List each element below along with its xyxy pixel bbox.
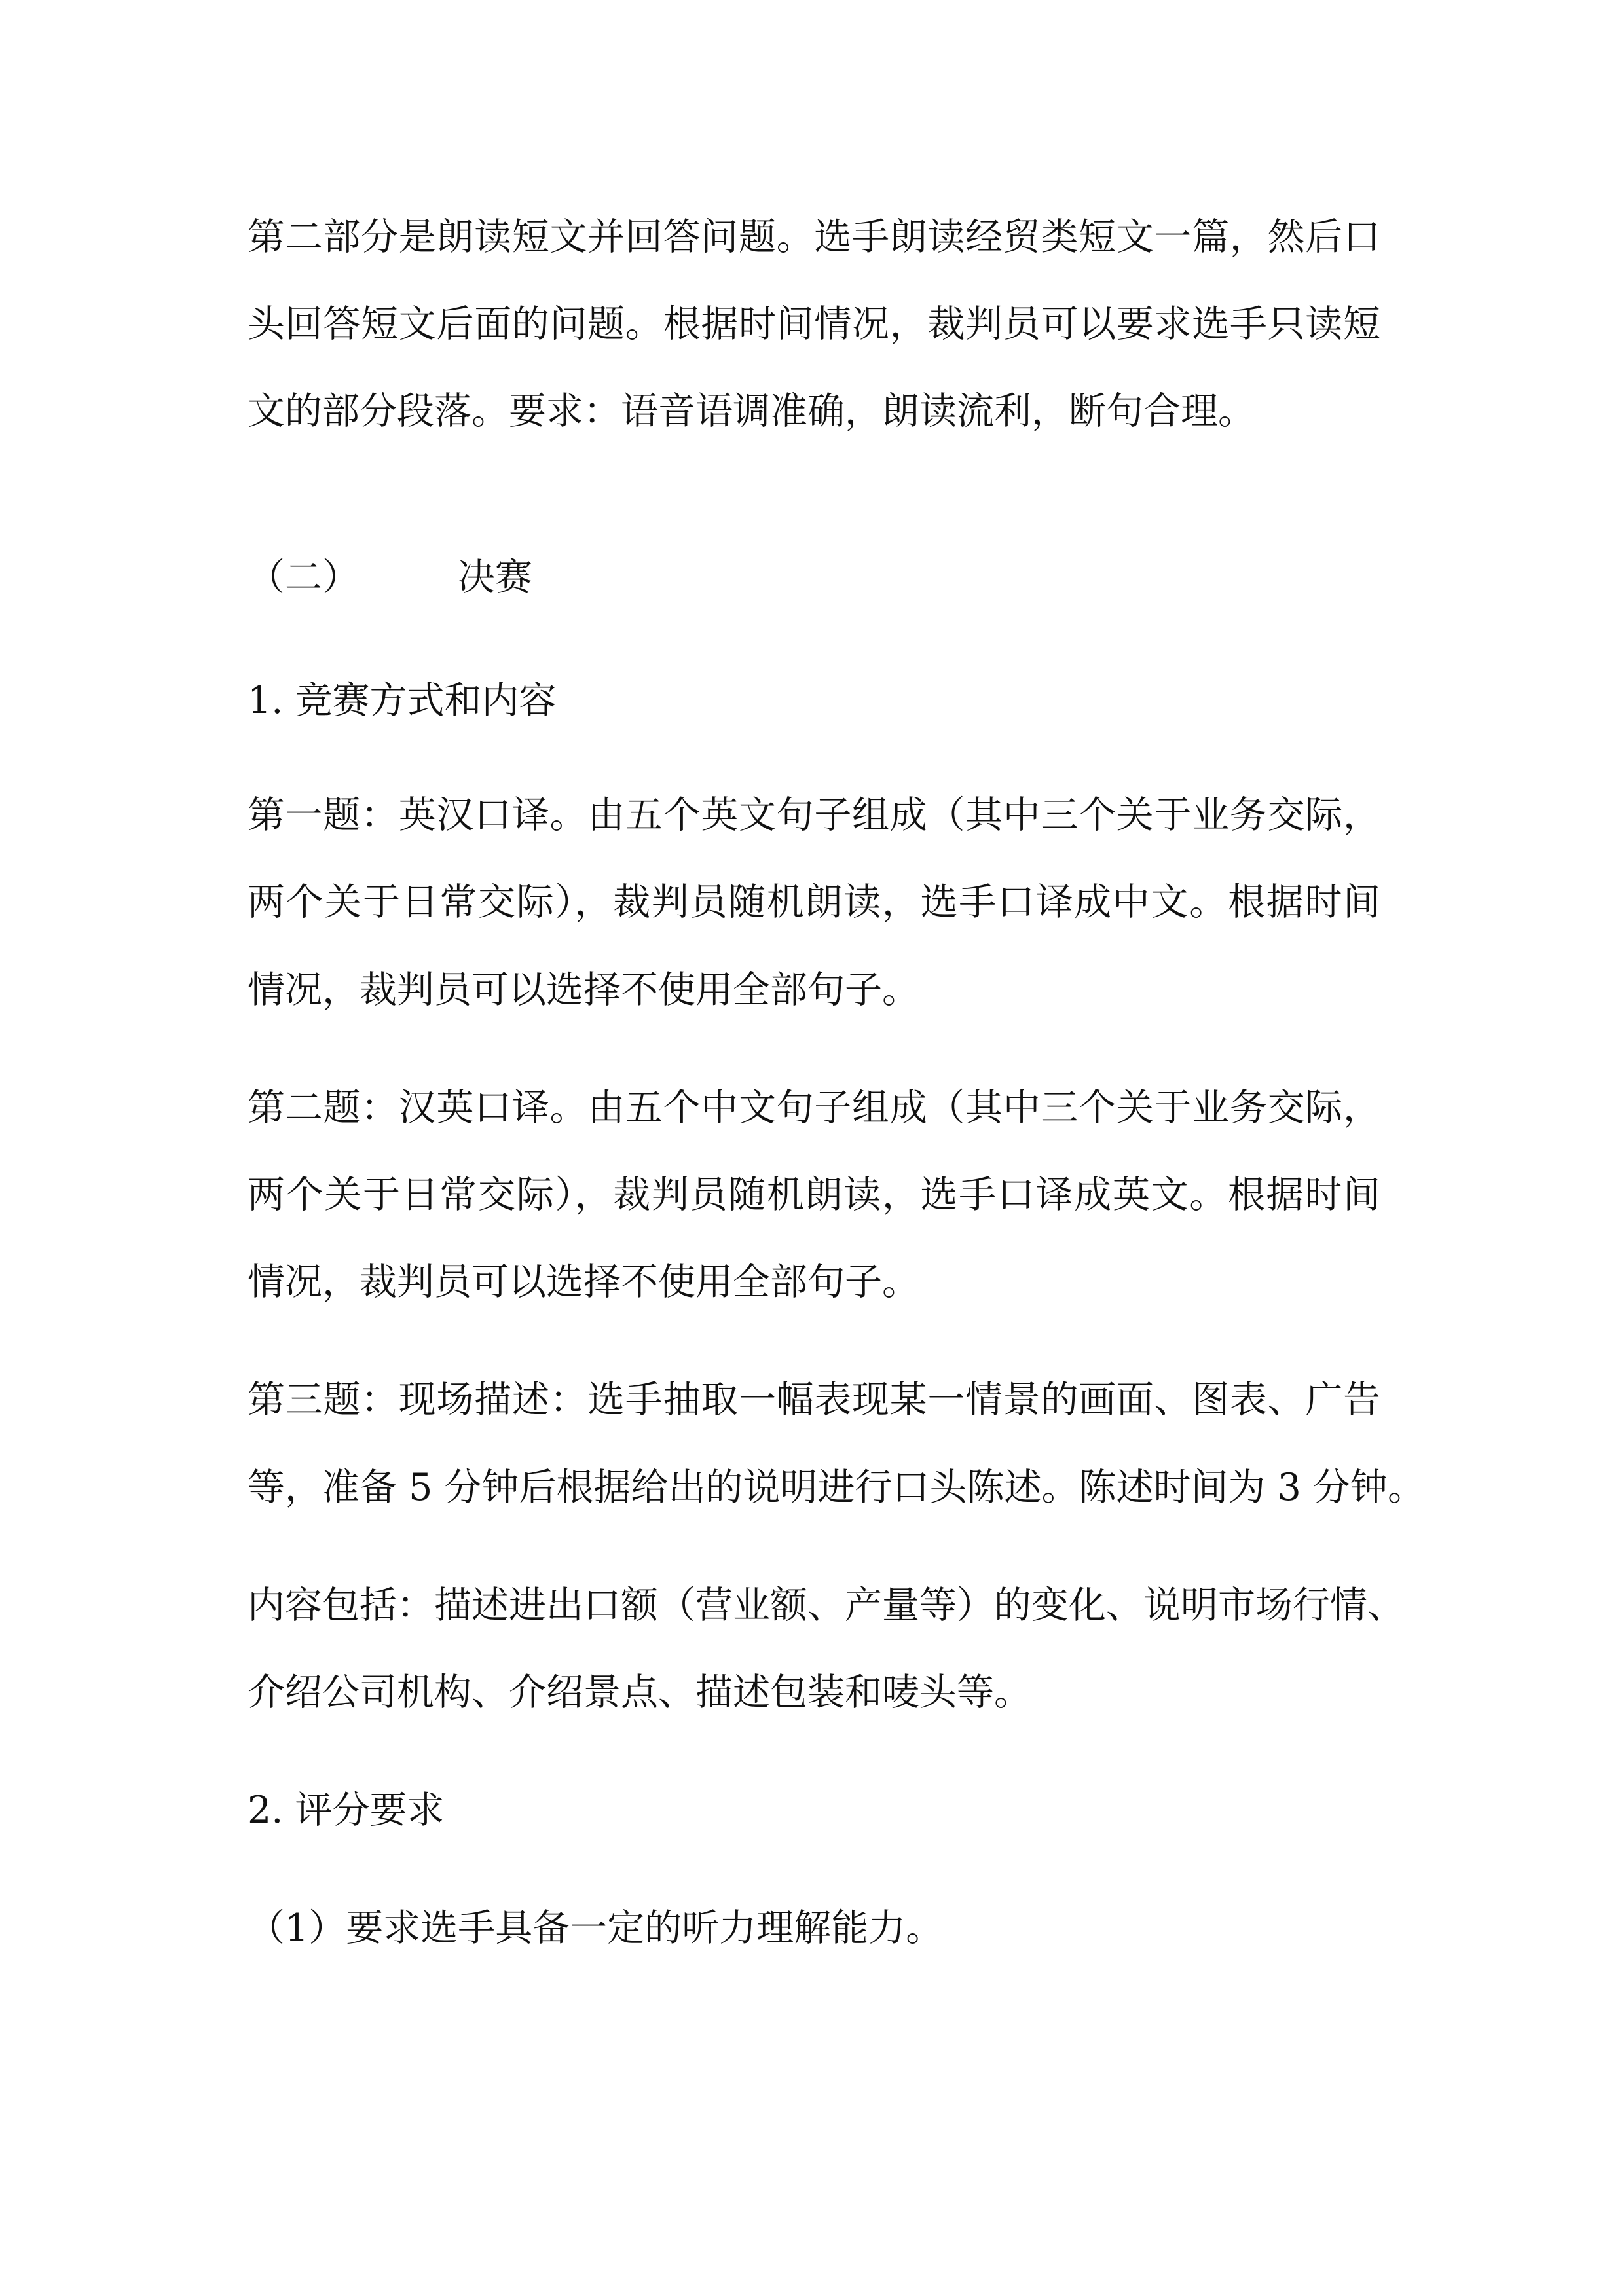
heading-scoring-requirements: 2. 评分要求 <box>248 1789 445 1832</box>
content-line-2: 介绍公司机构、介绍景点、描述包装和唛头等。 <box>248 1671 1031 1714</box>
paragraph-reading-line-1: 第二部分是朗读短文并回答问题。选手朗读经贸类短文一篇，然后口 <box>248 215 1380 259</box>
section-final-heading <box>248 551 532 604</box>
paragraph-reading-line-3: 文的部分段落。要求：语音语调准确，朗读流利，断句合理。 <box>248 390 1255 433</box>
section-final-number: （二） <box>248 556 360 599</box>
question-2-line-2: 两个关于日常交际），裁判员随机朗读，选手口译成英文。根据时间 <box>248 1173 1380 1216</box>
question-2-line-3: 情况，裁判员可以选择不使用全部句子。 <box>248 1260 919 1303</box>
question-3-line-1: 第三题：现场描述：选手抽取一幅表现某一情景的画面、图表、广告 <box>248 1378 1380 1421</box>
section-final-title: 决赛 <box>458 556 532 599</box>
heading-competition-format: 1. 竞赛方式和内容 <box>248 679 557 722</box>
question-2-line-1: 第二题：汉英口译。由五个中文句子组成（其中三个关于业务交际， <box>248 1086 1380 1129</box>
requirement-1: （1）要求选手具备一定的听力理解能力。 <box>248 1906 944 1950</box>
question-1-line-1: 第一题：英汉口译。由五个英文句子组成（其中三个关于业务交际， <box>248 793 1380 837</box>
content-line-1: 内容包括：描述进出口额（营业额、产量等）的变化、说明市场行情、 <box>248 1584 1405 1627</box>
question-1-line-2: 两个关于日常交际），裁判员随机朗读，选手口译成中文。根据时间 <box>248 881 1380 924</box>
question-3-line-2: 等，准备 5 分钟后根据给出的说明进行口头陈述。陈述时间为 3 分钟。 <box>248 1466 1426 1509</box>
question-1-line-3: 情况，裁判员可以选择不使用全部句子。 <box>248 968 919 1011</box>
paragraph-reading-line-2: 头回答短文后面的问题。根据时间情况，裁判员可以要求选手只读短 <box>248 302 1380 346</box>
